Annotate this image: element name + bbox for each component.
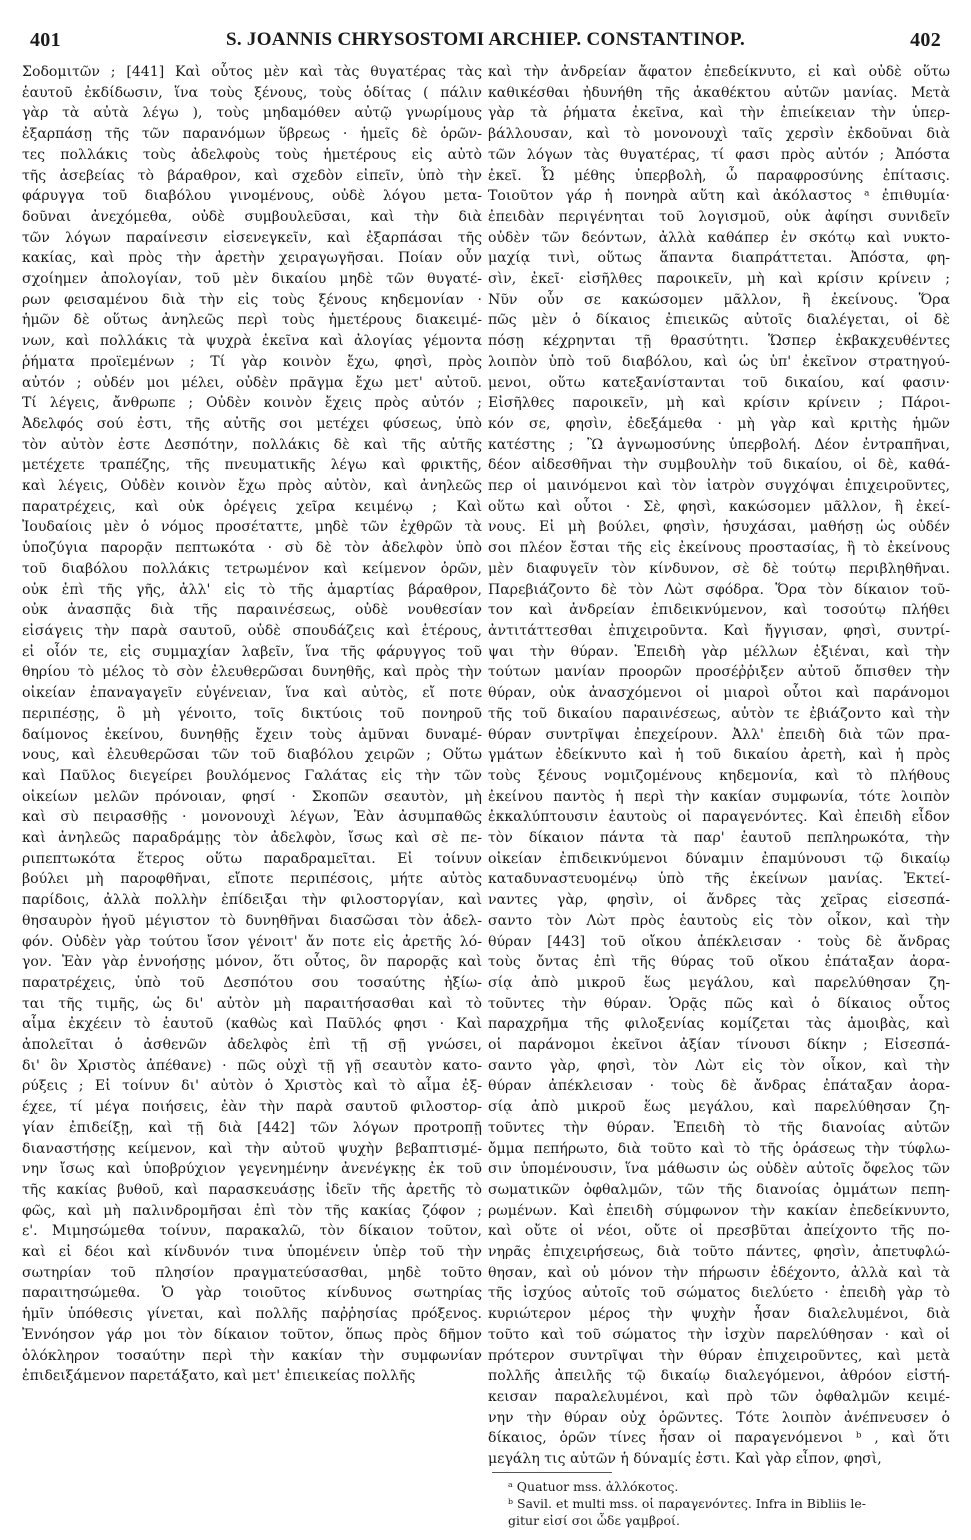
text-line: περιπέσῃς, ὃ μὴ γένοιτο, τοῖς δικτύοις τοῦ πονηροῦ bbox=[22, 705, 482, 722]
text-line: κακίας, καὶ πρὸς τὴν ἀρετὴν χειραγωγῆσαι. Ποίαν οὖν bbox=[22, 250, 482, 267]
text-line: τούτων μανίαν προορῶν προσέῤῥιξεν αὐτοῦ ὄπισθεν τὴν bbox=[488, 664, 950, 681]
text-line: οὐκ ἀνασπᾷς διὰ τῆς παραινέσεως, οὐδὲ νουθεσίαν bbox=[22, 602, 482, 619]
text-line: ἀπολεῖται ὁ ἀσθενῶν ἀδελφὸς ἐπὶ τῇ σῇ γνώσει, bbox=[22, 1037, 482, 1054]
text-line: καὶ ἀνηλεῶς παραδράμῃς τὸν ἀδελφὸν, ἴσως καὶ σὲ πε- bbox=[22, 830, 482, 847]
text-line: έχεε, τί μέγα ποιήσεις, ἐὰν τὴν παρὰ σαυτοῦ φιλοστορ- bbox=[22, 1099, 482, 1116]
text-line: σαντο τὸν Λὼτ πρὸς ἑαυτοὺς εἰς τὸν οἶκον, καὶ τὴν bbox=[488, 912, 950, 929]
text-line: ὑποζύγια παρορᾷν πεπτωκότα · σὺ δὲ τὸν ἀδελφὸν ὑπὸ bbox=[22, 540, 482, 557]
text-line: ρωμένων. Καὶ ἐπειδὴ σύμφωνον τὴν κακίαν ἐπεδείκνυντο, bbox=[488, 1202, 950, 1219]
text-line: τοῦτο καὶ τοῦ σώματος τὴν ἰσχὺν παρελύθησαν · καὶ οἱ bbox=[488, 1326, 950, 1343]
text-line: παρίδοις, ἀλλὰ πολλὴν ἐπίδειξαι τὴν φιλοστοργίαν, καὶ bbox=[22, 892, 482, 909]
text-line: εἰσάγεις τὴν παρὰ σαυτοῦ, οὐδὲ σπουδάζεις καὶ ἑτέρους, bbox=[22, 622, 482, 639]
running-title: S. JOANNIS CHRYSOSTOMI ARCHIEP. CONSTANTINOP. bbox=[225, 29, 746, 50]
text-line: εἰ οἷόν τε, εἰς συμμαχίαν λαβεῖν, ἵνα τῆς φάρυγγος τοῦ bbox=[22, 643, 482, 660]
text-line: οὐδὲν τῶν δεόντων, ἀλλὰ καθάπερ ἐν σκότῳ καὶ νυκτο- bbox=[488, 229, 950, 246]
text-line: τῆς ἰσχύος αὐτοῖς τοῦ σώματος διελύετο · ἐπειδὴ γὰρ τὸ bbox=[488, 1285, 950, 1302]
text-line: Ἰουδαίοις μὲν ὁ νόμος προσέταττε, μηδὲ τῶν ἐχθρῶν τὰ bbox=[22, 519, 482, 536]
text-line: δι' ὃν Χριστὸς ἀπέθανε) · πῶς οὐχὶ τῇ γῇ σεαυτὸν κατο- bbox=[22, 1057, 482, 1074]
text-line: οὐκ ἐπὶ τῆς γῆς, ἀλλ' εἰς τὸ τῆς ἁμαρτίας βάραθρον, bbox=[22, 581, 482, 598]
text-line: σαντο γὰρ, φησὶ, τὸν Λὼτ εἰς τὸν οἶκον, καὶ τὴν bbox=[488, 1057, 950, 1074]
text-line: αὐτόν ; οὐδέν μοι μέλει, οὐδὲν πρᾶγμα ἔχω μετ' αὐτοῦ. bbox=[22, 374, 482, 391]
text-line: ἑαυτοῦ ἐκδίδωσιν, ἵνα τοὺς ξένους, τοὺς ὁδίτας ( πάλιν bbox=[22, 84, 482, 101]
page-number-left: 401 bbox=[30, 28, 61, 51]
text-line: αἷμα ἐκχέειν τὸ ἑαυτοῦ (καθὼς καὶ Παῦλός φησι · Καὶ bbox=[22, 1016, 482, 1033]
text-line: δοῦναι ἀνεχόμεθα, οὐδὲ συμβουλεῦσαι, καὶ τὴν διὰ bbox=[22, 208, 482, 225]
text-line: Παρεβιάζοντο δὲ τὸν Λὼτ σφόδρα. Ὅρα τὸν δίκαιον τοῦ- bbox=[488, 581, 950, 598]
text-line: νων, καὶ πολλάκις τὰ ψυχρὰ ἐκεῖνα καὶ ἀλογίας γέμοντα bbox=[22, 333, 482, 350]
text-line: νην ἴσως καὶ ὑποβρύχιον γεγενημένην ἀνενέγκῃς ἐκ τοῦ bbox=[22, 1161, 482, 1178]
text-line: ὁλόκληρον τοσαύτην περὶ τὴν κακίαν τὴν συμφωνίαν bbox=[22, 1347, 482, 1364]
text-line: Τοιοῦτον γάρ ἡ πονηρὰ αὕτη καὶ ἀκόλαστος ᵃ ἐπιθυμία· bbox=[488, 188, 950, 205]
text-line: καὶ εἰ δέοι καὶ κίνδυνόν τινα ὑπομένειν ὑπὲρ τοῦ τὴν bbox=[22, 1244, 482, 1261]
right-text-column bbox=[488, 62, 950, 1470]
text-line: μενοι, οὕτω κατεξανίστανται τοῦ δικαίου, καί φασιν· bbox=[488, 374, 950, 391]
text-line: δέον αἰδεσθῆναι τὴν συμβουλὴν τοῦ δικαίου, οἱ δὲ, καθά- bbox=[488, 457, 950, 474]
text-line: δίκαιος, ὁρῶν τίνες ἦσαν οἱ παραγενόμενοι ᵇ , καὶ ὅτι bbox=[488, 1430, 950, 1447]
text-line: γὰρ τὰ ῥήματα ἐκεῖνα, καὶ τὴν ἐπιείκειαν τὴν ὑπερ- bbox=[488, 105, 950, 122]
text-line: δαίμονος ἐκείνου, δυνηθῇς ἔχειν τοὺς ἀμῦναι δυναμέ- bbox=[22, 726, 482, 743]
text-line: γον. Ἐὰν γὰρ ἐννοήσῃς μόνον, ὅτι οὗτος, ὃν παρορᾷς καὶ bbox=[22, 954, 482, 971]
text-line: παραχρῆμα τῆς φιλοξενίας κομίζεται τὰς ἀμοιβὰς, καὶ bbox=[488, 1016, 950, 1033]
text-line: μαχίᾳ τινὶ, οὕτως ἅπαντα διαπράττεται. Ἀπόστα, φη- bbox=[488, 250, 950, 267]
text-line: ναντες γὰρ, φησὶν, οἱ ἄνδρες τὰς χεῖρας εἰσεσπά- bbox=[488, 892, 950, 909]
text-line: Σοδομιτῶν ; [441] Καὶ οὗτος μὲν καὶ τὰς θυγατέρας τὰς bbox=[22, 64, 482, 80]
text-line: τὸν αὐτὸν ἐστε Δεσπότην, πολλάκις δὲ καὶ τῆς αὐτῆς bbox=[22, 436, 482, 453]
text-line: νους. Εἰ μὴ βούλει, φησὶν, ἡσυχάσαι, μαθήσῃ ὡς οὐδέν bbox=[488, 519, 950, 536]
text-line: καὶ σὺ πειρασθῇς · μονονουχὶ λέγων, Ἐὰν ἀσυμπαθῶς bbox=[22, 809, 482, 826]
text-line: οἰκείαν ἐπιδεικνύμενοι δύναμιν ἐπαμύνουσι τῷ δικαίῳ bbox=[488, 850, 950, 867]
text-line: νους, καὶ ἐλευθερῶσαι τῶν τοῦ διαβόλου χειρῶν ; Οὕτω bbox=[22, 747, 482, 764]
text-line: καὶ οὔτε οἱ νέοι, οὔτε οἱ πρεσβῦται ἀπείχοντο τῆς πο- bbox=[488, 1223, 950, 1240]
text-line: σίᾳ ἀπὸ μικροῦ ἕως μεγάλου, καὶ παρελύθησαν ζη- bbox=[488, 1099, 950, 1116]
text-line: παρατρέχεις, καὶ οὐκ ὀρέγεις χεῖρα κειμένῳ ; Καὶ bbox=[22, 498, 482, 515]
text-line: Νῦν οὖν σε κακώσομεν μᾶλλον, ἢ ἐκείνους. Ὅρα bbox=[488, 291, 950, 308]
footnote: gitur εἰσί σοι ὧδε γαμβροί. bbox=[508, 1513, 680, 1528]
footnote: ᵃ Quatuor mss. ἀλλόκοτος. bbox=[508, 1479, 679, 1494]
footnote: ᵇ Savil. et multi mss. οἱ παραγενόντες. Infra in Bibliis le- bbox=[508, 1496, 866, 1511]
text-line: θησαυρὸν ἡγοῦ μέγιστον τὸ δυνηθῆναι διασῶσαι τὸν ἀδελ- bbox=[22, 912, 482, 929]
text-line: μετέχετε τραπέζης, τῆς πνευματικῆς λέγω καὶ φρικτῆς, bbox=[22, 457, 482, 474]
text-line: τῆς ἀσεβείας τὸ βάραθρον, καὶ σχεδὸν εἰπεῖν, ὑπὸ τὴν bbox=[22, 167, 482, 184]
text-line: τῆς κακίας βυθοῦ, καὶ παρασκευάσῃς ἰδεῖν τῆς ἀρετῆς τὸ bbox=[22, 1181, 482, 1198]
text-line: σιν ὑπομένουσιν, ἵνα μάθωσιν ὡς οὐδὲν αὐτοῖς ὄφελος τῶν bbox=[488, 1161, 950, 1178]
footnotes bbox=[508, 1478, 948, 1529]
text-line: ἀντιτάττεσθαι ἐπιχειροῦντα. Καὶ ἤγγισαν, φησὶ, συντρί- bbox=[488, 622, 950, 639]
text-line: φόν. Οὐδὲν γὰρ τούτου ἴσον γένοιτ' ἄν ποτε εἰς ἀρετῆς λό- bbox=[22, 933, 482, 950]
text-line: ψαι τὴν θύραν. Ἐπειδὴ γὰρ μέλλων ἐξιέναι, καὶ τὴν bbox=[488, 643, 950, 660]
text-line: μεγάλη τις αὐτῶν ἡ δύναμίς ἐστι. Καὶ γὰρ εἶπον, φησὶ, bbox=[488, 1451, 882, 1468]
text-line: κυριώτερον μέρος τὴν ψυχὴν ἦσαν διαλελυμένοι, διὰ bbox=[488, 1306, 950, 1323]
page-number-right: 402 bbox=[910, 28, 941, 51]
text-line: θύραν ἀπέκλεισαν · τοὺς δὲ ἄνδρας ἐπάταξαν ἀορα- bbox=[488, 1078, 950, 1095]
text-line: ται τῆς τιμῆς, ὡς δι' αὐτὸν μὴ παραιτήσασθαι καὶ τὸ bbox=[22, 995, 482, 1012]
text-line: βούλει μὴ παροφθῆναι, εἴποτε περιπέσοις, μήτε αὐτὸς bbox=[22, 871, 482, 888]
text-line: Εἰσῆλθες παροικεῖν, μὴ καὶ κρίσιν κρίνειν ; Πάροι- bbox=[488, 395, 950, 412]
text-line: μὲν διαφυγεῖν τὸν κίνδυνον, σὲ δὲ τούτῳ περιβληθῆναι. bbox=[488, 560, 950, 577]
text-line: σίᾳ ἀπὸ μικροῦ ἕως μεγάλου, καὶ παρελύθησαν ζη- bbox=[488, 974, 950, 991]
text-line: γίαν ἐπιδείξῃ, καὶ τῇ διὰ [442] τῶν λόγων προτροπῇ bbox=[22, 1119, 482, 1136]
text-line: ρων φεισαμένου διὰ τὴν εἰς τοὺς ξένους κηδεμονίαν · bbox=[22, 291, 482, 308]
text-line: περ οἱ μαινόμενοι καὶ τὸν ἰατρὸν συγχόψαι ἐπιχειροῦντες, bbox=[488, 478, 950, 495]
text-line: παρατρέχεις, ὑπὸ τοῦ Δεσπότου σου τοσαύτης ἠξίω- bbox=[22, 974, 482, 991]
text-line: ῥήματα προϊεμένων ; Τί γὰρ κοινὸν ἔχω, φησὶ, πρὸς bbox=[22, 353, 482, 370]
text-line: καὶ Παῦλος διεγείρει βουλόμενος Γαλάτας εἰς τὴν τῶν bbox=[22, 767, 482, 784]
text-line: σωματικῶν ὀφθαλμῶν, τῶν τῆς διανοίας ὀμμάτων πεπη- bbox=[488, 1181, 950, 1198]
text-line: πολλῆς ἀπειλῆς τῷ δικαίῳ διαλεγόμενοι, ἀθρόον εἱστή- bbox=[488, 1368, 950, 1385]
footnote-rule bbox=[492, 1472, 612, 1473]
text-line: ριπεπτωκότα ἕτερος οὕτω παραδραμεῖται. Εἰ τοίνυν bbox=[22, 850, 482, 867]
text-line: τοῦ διαβόλου πολλάκις τετρωμένον καὶ κείμενον ὁρῶν, bbox=[22, 560, 482, 577]
left-text-column bbox=[22, 62, 482, 1387]
text-line: βάλλουσαν, καὶ τὸ μονονουχὶ ταῖς χερσὶν ἐκδοῦναι διὰ bbox=[488, 126, 950, 143]
text-line: σὶν, ἐκεῖ· εἰσῆλθες παροικεῖν, μὴ καὶ κρίσιν κρίνειν ; bbox=[488, 271, 950, 288]
text-line: θύραν συντρῖψαι ἐπεχείρουν. Ἀλλ' ἐπειδὴ διὰ τῶν πρα- bbox=[488, 726, 950, 743]
text-line: ρύξεις ; Εἰ τοίνυν δι' αὐτὸν ὁ Χριστὸς καὶ τὸ αἷμα ἐξ- bbox=[22, 1078, 482, 1095]
text-line: ἡμῶν δὲ οὕτως ἀνηλεῶς περὶ τοὺς ἡμετέρους διακειμέ- bbox=[22, 312, 482, 329]
text-line: παραιτησώμεθα. Ὁ γὰρ τοιοῦτος κίνδυνος σωτηρίας bbox=[22, 1285, 482, 1302]
text-line: σχοίημεν ἀπολογίαν, τοῦ μὲν δικαίου μηδὲ τῶν θυγατέ- bbox=[22, 271, 482, 288]
text-line: ἡμῖν ὑπόθεσις γίνεται, καὶ πολλῆς παῤῥησίας πρόξενος. bbox=[22, 1306, 482, 1323]
text-line: τοῦντες τὴν θύραν. Ὁρᾷς πῶς καὶ ὁ δίκαιος οὗτος bbox=[488, 995, 950, 1012]
text-line: λοιπὸν ὑπὸ τοῦ διαβόλου, καὶ ὡς ὑπ' ἐκεῖνον στρατηγού- bbox=[488, 353, 950, 370]
text-line: τῆς τοῦ δικαίου παραινέσεως, αὐτὸν τε ἐβιάζοντο καὶ τὴν bbox=[488, 705, 950, 722]
text-line: καταδυναστευομένῳ ὑπὸ τῆς ἐκείνων μανίας. Ἐκτεί- bbox=[488, 871, 950, 888]
text-line: ἐξαρπάσῃ τῆς τῶν παρανόμων ὕβρεως · ἡμεῖς δὲ ὁρῶν- bbox=[22, 126, 482, 143]
text-line: πῶς μὲν ὁ δίκαιος ἐπιεικῶς αὐτοῖς διαλέγεται, οἱ δὲ bbox=[488, 312, 950, 329]
text-line: ἐπιδειξάμενον παρετάξατο, καὶ μετ' ἐπιεικείας πολλῆς bbox=[22, 1368, 416, 1385]
text-line: σοι πλέον ἔσται τῆς εἰς ἐκείνους προστασίας, ἢ τὸ ἐκείνους bbox=[488, 540, 950, 557]
text-line: οἱ παράνομοι ἐκεῖνοι ἀξίαν τίνουσι δίκην ; Εἰσεσπά- bbox=[488, 1037, 950, 1054]
text-line: Ἀδελφός σού ἐστι, τῆς αὐτῆς σοι μετέχει φύσεως, ὑπὸ bbox=[22, 415, 482, 432]
text-line: καθικέσθαι ἠδυνήθη τῆς ἀκαθέκτου αὐτῶν μανίας. Μετὰ bbox=[488, 84, 950, 101]
text-line: τον καὶ ἀνδρείαν ἐπιδεικνύμενον, καὶ τοσούτῳ πλήθει bbox=[488, 602, 950, 619]
text-line: πρότερον συντρῖψαι τὴν θύραν ἐπιχειροῦντες, καὶ μετὰ bbox=[488, 1347, 950, 1364]
text-line: καὶ τὴν ἀνδρείαν ἄφατον ἐπεδείκνυτο, εἰ καὶ οὐδὲ οὕτω bbox=[488, 64, 950, 80]
text-line: τες πολλάκις τοὺς ἀδελφοὺς τοὺς ἡμετέρους εἰς αὐτὸ bbox=[22, 146, 482, 163]
text-line: τοῦντες τὴν θύραν. Ἐπειδὴ τὸ τῆς διανοίας αὐτῶν bbox=[488, 1119, 950, 1136]
text-line: θησαν, καὶ οὐ μόνον τὴν πήρωσιν ἐδέχοντο, ἀλλὰ καὶ τὰ bbox=[488, 1264, 950, 1281]
text-line: κατέστης ; Ὢ ἀγνωμοσύνης ὑπερβολή. Δέον ἐντραπῆναι, bbox=[488, 436, 950, 453]
text-line: Ἐννόησον γάρ μοι τὸν δίκαιον τοῦτον, ὅπως πρὸς δῆμον bbox=[22, 1326, 482, 1343]
text-line: τὸν δίκαιον πάντα τὰ παρ' ἑαυτοῦ πεπληρωκότα, τὴν bbox=[488, 830, 950, 847]
text-line: οὕτω καὶ οὗτοι · Σὲ, φησὶ, κακώσομεν μᾶλλον, ἢ ἐκεί- bbox=[488, 498, 950, 515]
text-line: τῶν λόγων τὰς θυγατέρας, τί φασι πρὸς αὐτόν ; Ἀπόστα bbox=[488, 146, 950, 163]
text-line: σωτηρίαν τοῦ πλησίον πραγματεύσασθαι, μηδὲ τοῦτο bbox=[22, 1264, 482, 1281]
text-line: θύραν [443] τοῦ οἴκου ἀπέκλεισαν · τοὺς δὲ ἄνδρας bbox=[488, 933, 950, 950]
text-line: κεισαν παραλελυμένοι, καὶ πρὸ τῶν ὀφθαλμῶν κειμέ- bbox=[488, 1389, 950, 1405]
text-line: διαναστήσῃς κείμενον, καὶ τὴν αὐτοῦ ψυχὴν βεβαπτισμέ- bbox=[22, 1140, 482, 1157]
text-line: πόσῃ κέχρηνται τῇ θρασύτητι. Ὥσπερ ἐκβακχευθέντες bbox=[488, 333, 950, 350]
text-line: καὶ λέγεις, Οὐδὲν κοινὸν ἔχω πρὸς αὐτὸν, καὶ ἀνηλεῶς bbox=[22, 478, 482, 495]
text-line: Τί λέγεις, ἄνθρωπε ; Οὐδὲν κοινὸν ἔχεις πρὸς αὐτόν ; bbox=[22, 395, 482, 412]
text-line: θηρίου τὸ μέλος τὸ σὸν ἐλευθερῶσαι δυνηθῆς, καὶ πρὸς τὴν bbox=[22, 664, 482, 681]
text-line: ἐκκαλύπτουσιν ἑαυτοὺς οἱ παραγενόντες. Καὶ ἐπειδὴ εἶδον bbox=[488, 809, 950, 826]
text-line: τῶν λόγων παραίνεσιν εἰσενεγκεῖν, καὶ ἐξαρπάσαι τῆς bbox=[22, 229, 482, 246]
text-line: τοὺς ὄντας ἐπὶ τῆς θύρας τοῦ οἴκου ἐπάταξαν ἀορα- bbox=[488, 954, 950, 971]
text-line: οἰκείων μελῶν πρόνοιαν, φησί · Σκοπῶν σεαυτὸν, μὴ bbox=[22, 788, 482, 805]
text-line: νηρᾶς ἐπιχειρήσεως, διὰ τοῦτο πάντες, φησὶν, ἀπετυφλώ- bbox=[488, 1244, 950, 1261]
text-line: φάρυγγα τοῦ διαβόλου γινομένους, οὐδὲ λόγου μετα- bbox=[22, 188, 482, 205]
text-line: γὰρ τὰ αὐτὰ λέγω ), τοὺς μηδαμόθεν αὐτῷ γνωρίμους bbox=[22, 105, 482, 122]
text-line: κόν σε, φησὶν, ἐδεξάμεθα · μὴ γὰρ καὶ κριτὴς ἡμῶν bbox=[488, 415, 950, 432]
text-line: νην τὴν θύραν οὐχ ὁρῶντες. Τότε λοιπὸν ἀνέπνευσεν ὁ bbox=[488, 1409, 950, 1426]
text-line: οἰκείαν ἐπαναγαγεῖν εὐγένειαν, ἵνα καὶ αὐτὸς, εἴ ποτε bbox=[22, 685, 482, 702]
text-line: ἐκείνου παντὸς ἡ περὶ τὴν κακίαν συμφωνία, τότε λοιπὸν bbox=[488, 788, 950, 805]
text-line: θύραν, οὐκ ἀνασχόμενοι οἱ μιαροὶ οὗτοι καὶ παράνομοι bbox=[488, 685, 950, 702]
text-line: τοὺς ξένους νομιζομένους κηδεμονία, καὶ τὸ πλήθους bbox=[488, 767, 950, 784]
text-line: ε'. Μιμησώμεθα τοίνυν, παρακαλῶ, τὸν δίκαιον τοῦτον, bbox=[22, 1223, 482, 1240]
text-line: γμάτων ἐδείκνυτο καὶ ἡ τοῦ δικαίου ἀρετὴ, καὶ ἡ πρὸς bbox=[488, 747, 950, 764]
text-line: ἐπειδὰν περιγένηται τοῦ λογισμοῦ, οὐκ ἀφίησι συνιδεῖν bbox=[488, 208, 950, 225]
text-line: ἐκεῖ. Ὦ μέθης ὑπερβολὴ, ὦ παραφροσύνης ἐπίτασις. bbox=[488, 167, 950, 184]
text-line: ὄμμα πεπήρωτο, διὰ τοῦτο καὶ τὸ τῆς ὁράσεως τὴν τύφλω- bbox=[488, 1140, 950, 1157]
text-line: φῶς, καὶ μὴ παλινδρομῆσαι ἐπὶ τὸν τῆς κακίας ζόφον ; bbox=[22, 1202, 482, 1219]
running-header bbox=[30, 22, 941, 58]
